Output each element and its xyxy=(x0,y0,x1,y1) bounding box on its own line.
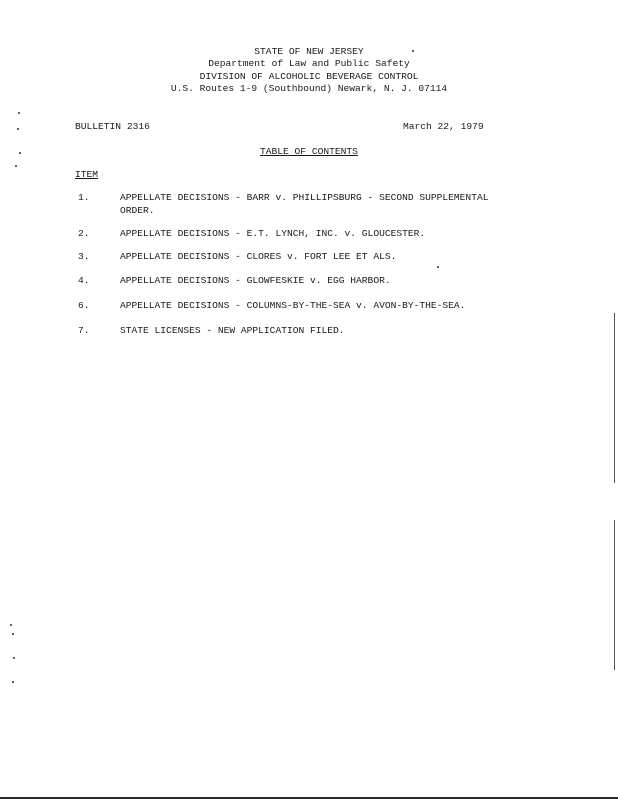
scan-speck xyxy=(15,165,17,167)
toc-entry-text: STATE LICENSES - NEW APPLICATION FILED. xyxy=(120,325,345,336)
toc-entry-number: 3. xyxy=(78,251,90,262)
table-of-contents-title: TABLE OF CONTENTS xyxy=(260,146,358,157)
toc-entry-text: APPELLATE DECISIONS - BARR v. PHILLIPSBURG - SECOND SUPPLEMENTAL ORDER. xyxy=(120,192,489,216)
letterhead-department: Department of Law and Public Safety xyxy=(208,58,410,70)
toc-entry-text: APPELLATE DECISIONS - GLOWFESKIE v. EGG HARBOR. xyxy=(120,275,391,286)
letterhead-state: STATE OF NEW JERSEY xyxy=(254,46,364,57)
scan-speck xyxy=(13,657,15,659)
letterhead-division: DIVISION OF ALCOHOLIC BEVERAGE CONTROL xyxy=(199,70,419,82)
toc-entry-text: APPELLATE DECISIONS - CLORES v. FORT LEE ET ALS. xyxy=(120,251,397,262)
bottom-edge-rule xyxy=(0,797,618,799)
toc-entry-number: 4. xyxy=(78,275,90,286)
toc-entry-number: 1. xyxy=(78,192,90,203)
toc-entry-number: 7. xyxy=(78,325,90,336)
toc-entry-number: 6. xyxy=(78,300,90,311)
bulletin-number: BULLETIN 2316 xyxy=(75,121,150,132)
bulletin-date: March 22, 1979 xyxy=(403,121,484,132)
scan-edge-line xyxy=(614,313,615,483)
scan-speck xyxy=(10,624,12,626)
scan-speck xyxy=(19,152,21,154)
letterhead xyxy=(0,46,618,95)
scan-edge-line xyxy=(614,520,615,670)
toc-entry-text: APPELLATE DECISIONS - E.T. LYNCH, INC. v. GLOUCESTER. xyxy=(120,228,426,239)
scan-speck xyxy=(17,128,19,130)
letterhead-address: U.S. Routes 1-9 (Southbound) Newark, N. J. 07114 xyxy=(170,82,448,94)
toc-entry-text: APPELLATE DECISIONS - COLUMNS-BY-THE-SEA v. AVON-BY-THE-SEA. xyxy=(120,300,466,311)
scan-speck xyxy=(412,50,414,52)
scan-speck xyxy=(12,681,14,683)
scan-speck xyxy=(12,633,14,635)
item-column-heading: ITEM xyxy=(75,169,99,180)
scan-speck xyxy=(18,112,20,114)
scan-speck xyxy=(437,266,439,268)
toc-entry-number: 2. xyxy=(78,228,90,239)
